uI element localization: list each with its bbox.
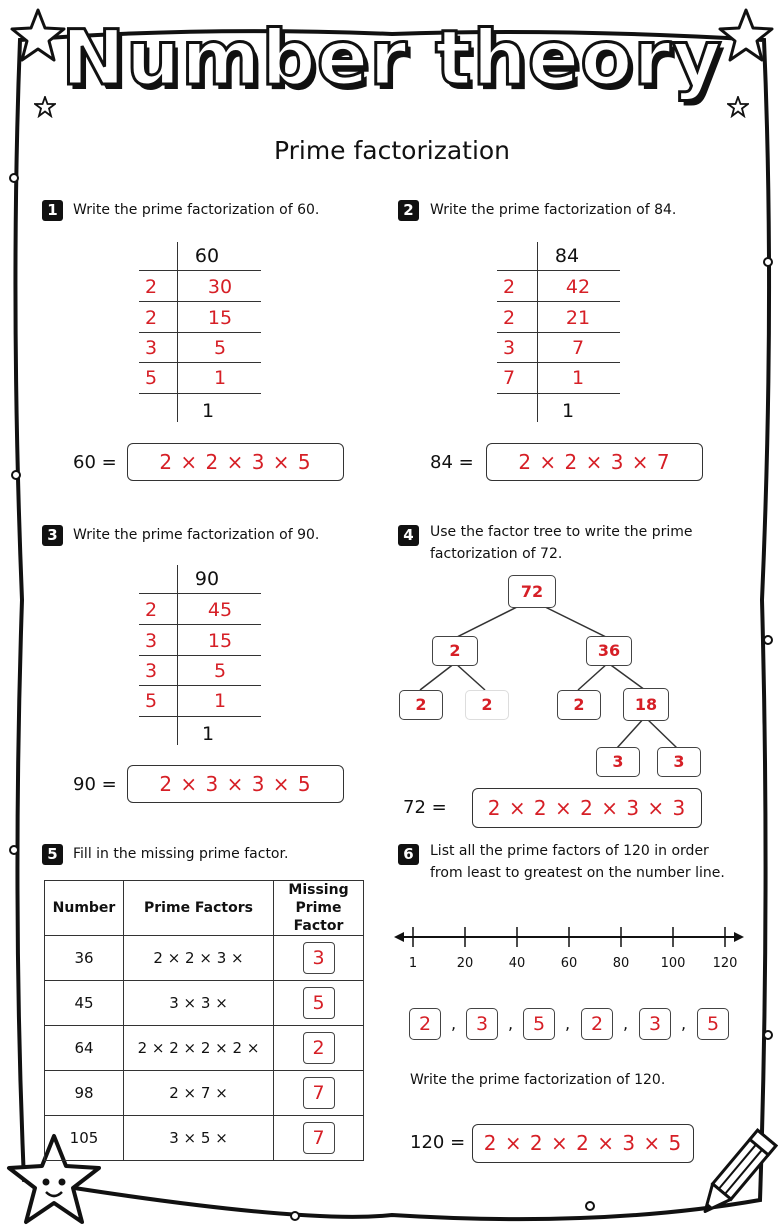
prime-factor-box[interactable]: 2 <box>581 1008 613 1040</box>
question-number: 6 <box>398 844 419 865</box>
small-star-icon <box>727 96 749 118</box>
prime-factor-box[interactable]: 2 <box>409 1008 441 1040</box>
equation-label: 60 = <box>73 452 117 473</box>
missing-factor-box[interactable]: 7 <box>303 1122 335 1154</box>
row-number: 45 <box>45 981 124 1026</box>
table-row <box>45 981 364 1026</box>
missing-factor-box[interactable]: 7 <box>303 1077 335 1109</box>
question-text-line2: from least to greatest on the number line. <box>430 865 725 881</box>
equation-label: 90 = <box>73 774 117 795</box>
row-number: 105 <box>45 1116 124 1161</box>
tree-node: 2 <box>465 690 509 720</box>
question-number: 4 <box>398 525 419 546</box>
answer-box[interactable]: 2 × 2 × 2 × 3 × 3 <box>472 788 702 828</box>
question-number: 5 <box>42 844 63 865</box>
ladder-divisor: 7 <box>502 367 516 389</box>
small-star-icon <box>34 96 56 118</box>
answer-box[interactable]: 2 × 3 × 3 × 5 <box>127 765 344 803</box>
page-title: Number theory <box>61 13 723 102</box>
ladder-divisor: 2 <box>144 307 158 329</box>
question-text-line2: factorization of 72. <box>430 546 563 562</box>
prime-factor-box[interactable]: 3 <box>639 1008 671 1040</box>
number-line-label: 80 <box>612 956 630 971</box>
prime-factor-box[interactable]: 3 <box>466 1008 498 1040</box>
ladder-top: 84 <box>554 245 580 267</box>
question-number: 2 <box>398 200 419 221</box>
number-line-label: 100 <box>660 956 686 971</box>
ladder-divisor: 2 <box>144 599 158 621</box>
ladder-divisor: 5 <box>144 690 158 712</box>
column-header: Number <box>45 881 124 936</box>
ladder-divisor: 2 <box>144 276 158 298</box>
number-line-label: 120 <box>712 956 738 971</box>
row-factors: 3 × 3 × <box>124 981 274 1026</box>
number-line-label: 60 <box>560 956 578 971</box>
ladder-quotient: 1 <box>213 690 227 712</box>
ladder-divisor: 2 <box>502 307 516 329</box>
ladder-quotient: 15 <box>207 630 233 652</box>
ladder-bottom: 1 <box>201 723 215 745</box>
ladder-quotient: 45 <box>207 599 233 621</box>
row-factors: 2 × 7 × <box>124 1071 274 1116</box>
answer-box[interactable]: 2 × 2 × 3 × 5 <box>127 443 344 481</box>
tree-node-root: 72 <box>508 575 556 608</box>
table-row <box>45 936 364 981</box>
tree-node: 3 <box>657 747 701 777</box>
ladder-quotient: 7 <box>571 337 585 359</box>
question-text: Write the prime factorization of 60. <box>73 202 320 218</box>
missing-factor-table <box>44 880 364 1161</box>
column-header: Prime Factors <box>124 881 274 936</box>
tree-node: 36 <box>586 636 632 666</box>
ladder-bottom: 1 <box>201 400 215 422</box>
page-subtitle: Prime factorization <box>273 136 511 165</box>
ladder-bottom: 1 <box>561 400 575 422</box>
answer-box[interactable]: 2 × 2 × 3 × 7 <box>486 443 703 481</box>
pencil-icon <box>688 1126 780 1228</box>
row-factors: 3 × 5 × <box>124 1116 274 1161</box>
sub-question-text: Write the prime factorization of 120. <box>410 1072 666 1088</box>
number-line-label: 40 <box>508 956 526 971</box>
ladder-quotient: 1 <box>571 367 585 389</box>
ladder-divisor: 2 <box>502 276 516 298</box>
equation-label: 72 = <box>403 797 447 818</box>
tree-node: 3 <box>596 747 640 777</box>
tree-node: 2 <box>557 690 601 720</box>
row-number: 64 <box>45 1026 124 1071</box>
question-number: 3 <box>42 525 63 546</box>
question-text: Write the prime factorization of 84. <box>430 202 677 218</box>
star-icon <box>716 6 776 66</box>
star-icon <box>8 6 68 66</box>
ladder-divisor: 3 <box>144 660 158 682</box>
missing-factor-box[interactable]: 5 <box>303 987 335 1019</box>
prime-factor-box[interactable]: 5 <box>523 1008 555 1040</box>
ladder-divisor: 3 <box>144 337 158 359</box>
row-number: 36 <box>45 936 124 981</box>
row-factors: 2 × 2 × 3 × <box>124 936 274 981</box>
column-header: Missing Prime Factor <box>274 881 364 936</box>
number-line-label: 20 <box>456 956 474 971</box>
ladder-divisor: 3 <box>144 630 158 652</box>
table-row <box>45 1116 364 1161</box>
missing-factor-box[interactable]: 2 <box>303 1032 335 1064</box>
ladder-quotient: 21 <box>565 307 591 329</box>
question-number: 1 <box>42 200 63 221</box>
equation-label: 120 = <box>410 1132 466 1153</box>
row-number: 98 <box>45 1071 124 1116</box>
tree-node: 2 <box>432 636 478 666</box>
question-text-line1: Use the factor tree to write the prime <box>430 524 693 540</box>
tree-node: 2 <box>399 690 443 720</box>
question-text-line1: List all the prime factors of 120 in order <box>430 843 709 859</box>
ladder-quotient: 5 <box>213 337 227 359</box>
ladder-quotient: 15 <box>207 307 233 329</box>
question-text: Write the prime factorization of 90. <box>73 527 320 543</box>
missing-factor-box[interactable]: 3 <box>303 942 335 974</box>
answer-box[interactable]: 2 × 2 × 2 × 3 × 5 <box>472 1124 694 1163</box>
ladder-divisor: 3 <box>502 337 516 359</box>
ladder-quotient: 42 <box>565 276 591 298</box>
prime-factor-box[interactable]: 5 <box>697 1008 729 1040</box>
ladder-quotient: 1 <box>213 367 227 389</box>
table-row <box>45 1071 364 1116</box>
equation-label: 84 = <box>430 452 474 473</box>
ladder-top: 60 <box>194 245 220 267</box>
tree-node: 18 <box>623 688 669 721</box>
number-line-label: 1 <box>408 956 418 971</box>
ladder-divisor: 5 <box>144 367 158 389</box>
number-line <box>390 920 750 960</box>
row-factors: 2 × 2 × 2 × 2 × <box>124 1026 274 1071</box>
table-row <box>45 1026 364 1071</box>
ladder-quotient: 30 <box>207 276 233 298</box>
ladder-quotient: 5 <box>213 660 227 682</box>
question-text: Fill in the missing prime factor. <box>73 846 289 862</box>
ladder-top: 90 <box>194 568 220 590</box>
